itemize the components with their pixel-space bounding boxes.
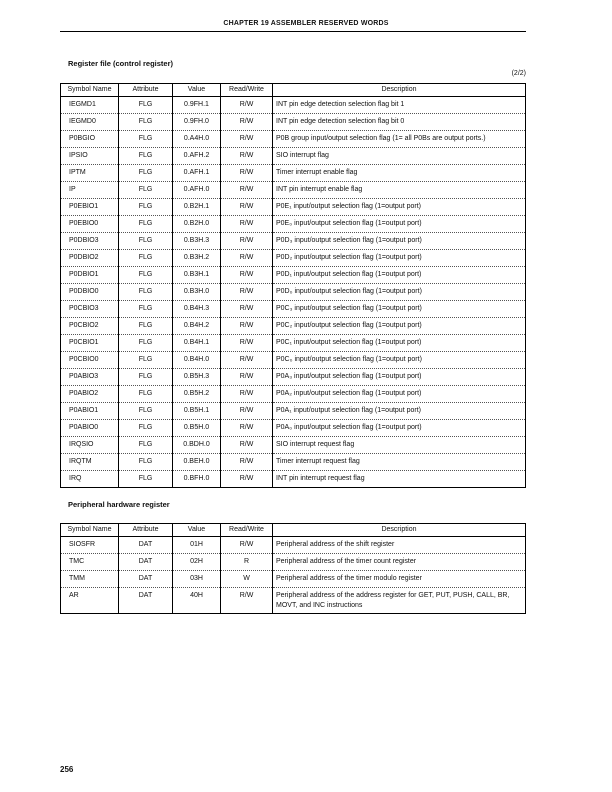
- cell-attribute: DAT: [119, 554, 173, 571]
- cell-symbol-name: P0CBIO3: [61, 301, 119, 318]
- peripheral-register-title: Peripheral hardware register: [68, 500, 170, 509]
- cell-value: 03H: [173, 571, 221, 588]
- cell-value: 0.B2H.1: [173, 199, 221, 216]
- cell-value: 0.B3H.1: [173, 267, 221, 284]
- table-row: [61, 267, 526, 284]
- cell-description: Peripheral address of the address register for GET, PUT, PUSH, CALL, BR, MOVT, and INC instructions: [273, 588, 526, 614]
- cell-symbol-name: IPTM: [61, 165, 119, 182]
- cell-value: 0.B4H.0: [173, 352, 221, 369]
- cell-description: INT pin interrupt enable flag: [273, 182, 526, 199]
- cell-value: 0.BDH.0: [173, 437, 221, 454]
- cell-description: P0C₀ input/output selection flag (1=output port): [273, 352, 526, 369]
- cell-value: 0.AFH.2: [173, 148, 221, 165]
- cell-attribute: FLG: [119, 318, 173, 335]
- cell-value: 0.9FH.0: [173, 114, 221, 131]
- cell-attribute: FLG: [119, 352, 173, 369]
- cell-description: P0E₁ input/output selection flag (1=output port): [273, 199, 526, 216]
- cell-value: 0.B3H.2: [173, 250, 221, 267]
- cell-read-write: R/W: [221, 454, 273, 471]
- table-row: [61, 571, 526, 588]
- cell-read-write: R/W: [221, 318, 273, 335]
- cell-description: Peripheral address of the timer modulo register: [273, 571, 526, 588]
- cell-symbol-name: IRQSIO: [61, 437, 119, 454]
- cell-read-write: R/W: [221, 131, 273, 148]
- cell-description: P0A₀ input/output selection flag (1=output port): [273, 420, 526, 437]
- cell-read-write: R/W: [221, 182, 273, 199]
- cell-symbol-name: P0DBIO2: [61, 250, 119, 267]
- cell-description: P0C₁ input/output selection flag (1=output port): [273, 335, 526, 352]
- cell-value: 0.B4H.1: [173, 335, 221, 352]
- cell-symbol-name: IP: [61, 182, 119, 199]
- cell-value: 0.AFH.1: [173, 165, 221, 182]
- cell-description: P0C₃ input/output selection flag (1=output port): [273, 301, 526, 318]
- cell-value: 0.B4H.2: [173, 318, 221, 335]
- cell-description: Peripheral address of the timer count register: [273, 554, 526, 571]
- cell-symbol-name: P0CBIO1: [61, 335, 119, 352]
- table-row: [61, 369, 526, 386]
- cell-attribute: FLG: [119, 148, 173, 165]
- cell-attribute: FLG: [119, 165, 173, 182]
- cell-read-write: R/W: [221, 250, 273, 267]
- table-row: [61, 454, 526, 471]
- table-row: [61, 97, 526, 114]
- cell-attribute: FLG: [119, 199, 173, 216]
- cell-attribute: FLG: [119, 454, 173, 471]
- table-row: [61, 131, 526, 148]
- cell-attribute: FLG: [119, 97, 173, 114]
- cell-read-write: R: [221, 554, 273, 571]
- cell-description: P0C₂ input/output selection flag (1=output port): [273, 318, 526, 335]
- cell-read-write: R/W: [221, 386, 273, 403]
- cell-description: P0A₁ input/output selection flag (1=output port): [273, 403, 526, 420]
- cell-value: 0.9FH.1: [173, 97, 221, 114]
- cell-value: 0.B5H.2: [173, 386, 221, 403]
- cell-value: 0.B5H.1: [173, 403, 221, 420]
- cell-value: 0.B3H.3: [173, 233, 221, 250]
- cell-description: P0D₁ input/output selection flag (1=output port): [273, 267, 526, 284]
- table-row: [61, 284, 526, 301]
- table-row: [61, 335, 526, 352]
- table-row: [61, 165, 526, 182]
- cell-symbol-name: P0EBIO0: [61, 216, 119, 233]
- table-row: [61, 420, 526, 437]
- cell-symbol-name: P0CBIO0: [61, 352, 119, 369]
- peripheral-register-table: [60, 523, 526, 614]
- cell-read-write: R/W: [221, 537, 273, 554]
- column-header: Symbol Name: [61, 84, 119, 97]
- cell-symbol-name: IRQTM: [61, 454, 119, 471]
- column-header: Value: [173, 84, 221, 97]
- cell-attribute: FLG: [119, 301, 173, 318]
- cell-symbol-name: IEGMD0: [61, 114, 119, 131]
- table-header-row: [61, 84, 526, 97]
- table-row: [61, 318, 526, 335]
- table-row: [61, 386, 526, 403]
- cell-value: 0.B4H.3: [173, 301, 221, 318]
- cell-read-write: R/W: [221, 114, 273, 131]
- cell-read-write: R/W: [221, 335, 273, 352]
- cell-attribute: FLG: [119, 114, 173, 131]
- cell-read-write: R/W: [221, 165, 273, 182]
- column-header: Attribute: [119, 84, 173, 97]
- cell-value: 0.B5H.3: [173, 369, 221, 386]
- register-file-title: Register file (control register): [68, 59, 174, 68]
- cell-read-write: R/W: [221, 216, 273, 233]
- cell-symbol-name: IRQ: [61, 471, 119, 488]
- cell-value: 0.AFH.0: [173, 182, 221, 199]
- table-row: [61, 216, 526, 233]
- cell-read-write: R/W: [221, 284, 273, 301]
- page-number: 256: [60, 765, 74, 774]
- cell-description: P0A₃ input/output selection flag (1=output port): [273, 369, 526, 386]
- cell-read-write: R/W: [221, 471, 273, 488]
- register-file-table: [60, 83, 526, 488]
- cell-attribute: FLG: [119, 250, 173, 267]
- cell-attribute: FLG: [119, 216, 173, 233]
- table-row: [61, 114, 526, 131]
- cell-value: 01H: [173, 537, 221, 554]
- cell-description: P0E₀ input/output selection flag (1=output port): [273, 216, 526, 233]
- column-header: Read/Write: [221, 84, 273, 97]
- cell-symbol-name: TMM: [61, 571, 119, 588]
- cell-attribute: FLG: [119, 267, 173, 284]
- table-row: [61, 437, 526, 454]
- cell-symbol-name: P0ABIO0: [61, 420, 119, 437]
- cell-value: 0.B3H.0: [173, 284, 221, 301]
- table-row: [61, 352, 526, 369]
- cell-value: 0.A4H.0: [173, 131, 221, 148]
- cell-symbol-name: AR: [61, 588, 119, 614]
- chapter-header: CHAPTER 19 ASSEMBLER RESERVED WORDS: [223, 20, 389, 27]
- cell-read-write: R/W: [221, 233, 273, 250]
- cell-symbol-name: P0EBIO1: [61, 199, 119, 216]
- cell-read-write: W: [221, 571, 273, 588]
- cell-read-write: R/W: [221, 199, 273, 216]
- cell-attribute: DAT: [119, 571, 173, 588]
- cell-description: INT pin edge detection selection flag bit 1: [273, 97, 526, 114]
- cell-symbol-name: P0ABIO3: [61, 369, 119, 386]
- cell-attribute: FLG: [119, 420, 173, 437]
- cell-symbol-name: IPSIO: [61, 148, 119, 165]
- cell-attribute: FLG: [119, 182, 173, 199]
- cell-attribute: FLG: [119, 386, 173, 403]
- cell-description: SIO interrupt flag: [273, 148, 526, 165]
- cell-description: P0A₂ input/output selection flag (1=output port): [273, 386, 526, 403]
- cell-value: 0.BFH.0: [173, 471, 221, 488]
- cell-attribute: FLG: [119, 403, 173, 420]
- table-row: [61, 403, 526, 420]
- column-header: Read/Write: [221, 524, 273, 537]
- cell-attribute: FLG: [119, 471, 173, 488]
- cell-attribute: FLG: [119, 131, 173, 148]
- column-header: Attribute: [119, 524, 173, 537]
- cell-description: Timer interrupt enable flag: [273, 165, 526, 182]
- cell-read-write: R/W: [221, 352, 273, 369]
- cell-symbol-name: P0ABIO2: [61, 386, 119, 403]
- cell-read-write: R/W: [221, 403, 273, 420]
- table-row: [61, 250, 526, 267]
- cell-value: 0.B5H.0: [173, 420, 221, 437]
- table-row: [61, 554, 526, 571]
- cell-attribute: FLG: [119, 335, 173, 352]
- cell-symbol-name: P0CBIO2: [61, 318, 119, 335]
- cell-attribute: DAT: [119, 537, 173, 554]
- cell-symbol-name: P0DBIO0: [61, 284, 119, 301]
- cell-attribute: FLG: [119, 284, 173, 301]
- cell-description: P0D₂ input/output selection flag (1=output port): [273, 250, 526, 267]
- cell-symbol-name: SIOSFR: [61, 537, 119, 554]
- table-row: [61, 588, 526, 614]
- cell-read-write: R/W: [221, 420, 273, 437]
- cell-attribute: DAT: [119, 588, 173, 614]
- cell-description: INT pin interrupt request flag: [273, 471, 526, 488]
- cell-read-write: R/W: [221, 588, 273, 614]
- cell-description: P0D₀ input/output selection flag (1=output port): [273, 284, 526, 301]
- cell-symbol-name: P0DBIO1: [61, 267, 119, 284]
- cell-description: Timer interrupt request flag: [273, 454, 526, 471]
- cell-read-write: R/W: [221, 267, 273, 284]
- cell-read-write: R/W: [221, 369, 273, 386]
- cell-symbol-name: IEGMD1: [61, 97, 119, 114]
- cell-read-write: R/W: [221, 97, 273, 114]
- cell-value: 0.BEH.0: [173, 454, 221, 471]
- column-header: Value: [173, 524, 221, 537]
- table-row: [61, 301, 526, 318]
- table-row: [61, 537, 526, 554]
- cell-value: 02H: [173, 554, 221, 571]
- header-rule: [60, 31, 526, 32]
- cell-read-write: R/W: [221, 301, 273, 318]
- page-index: (2/2): [511, 70, 526, 77]
- table-row: [61, 148, 526, 165]
- cell-value: 0.B2H.0: [173, 216, 221, 233]
- column-header: Symbol Name: [61, 524, 119, 537]
- cell-attribute: FLG: [119, 437, 173, 454]
- column-header: Description: [273, 524, 526, 537]
- cell-attribute: FLG: [119, 233, 173, 250]
- cell-description: SIO interrupt request flag: [273, 437, 526, 454]
- table-row: [61, 471, 526, 488]
- table-row: [61, 233, 526, 250]
- cell-symbol-name: P0DBIO3: [61, 233, 119, 250]
- cell-description: INT pin edge detection selection flag bit 0: [273, 114, 526, 131]
- cell-read-write: R/W: [221, 148, 273, 165]
- cell-read-write: R/W: [221, 437, 273, 454]
- cell-value: 40H: [173, 588, 221, 614]
- cell-description: P0B group input/output selection flag (1= all P0Bs are output ports.): [273, 131, 526, 148]
- table-row: [61, 182, 526, 199]
- cell-symbol-name: P0ABIO1: [61, 403, 119, 420]
- cell-description: P0D₃ input/output selection flag (1=output port): [273, 233, 526, 250]
- cell-symbol-name: P0BGIO: [61, 131, 119, 148]
- table-row: [61, 199, 526, 216]
- table-header-row: [61, 524, 526, 537]
- cell-symbol-name: TMC: [61, 554, 119, 571]
- cell-attribute: FLG: [119, 369, 173, 386]
- column-header: Description: [273, 84, 526, 97]
- cell-description: Peripheral address of the shift register: [273, 537, 526, 554]
